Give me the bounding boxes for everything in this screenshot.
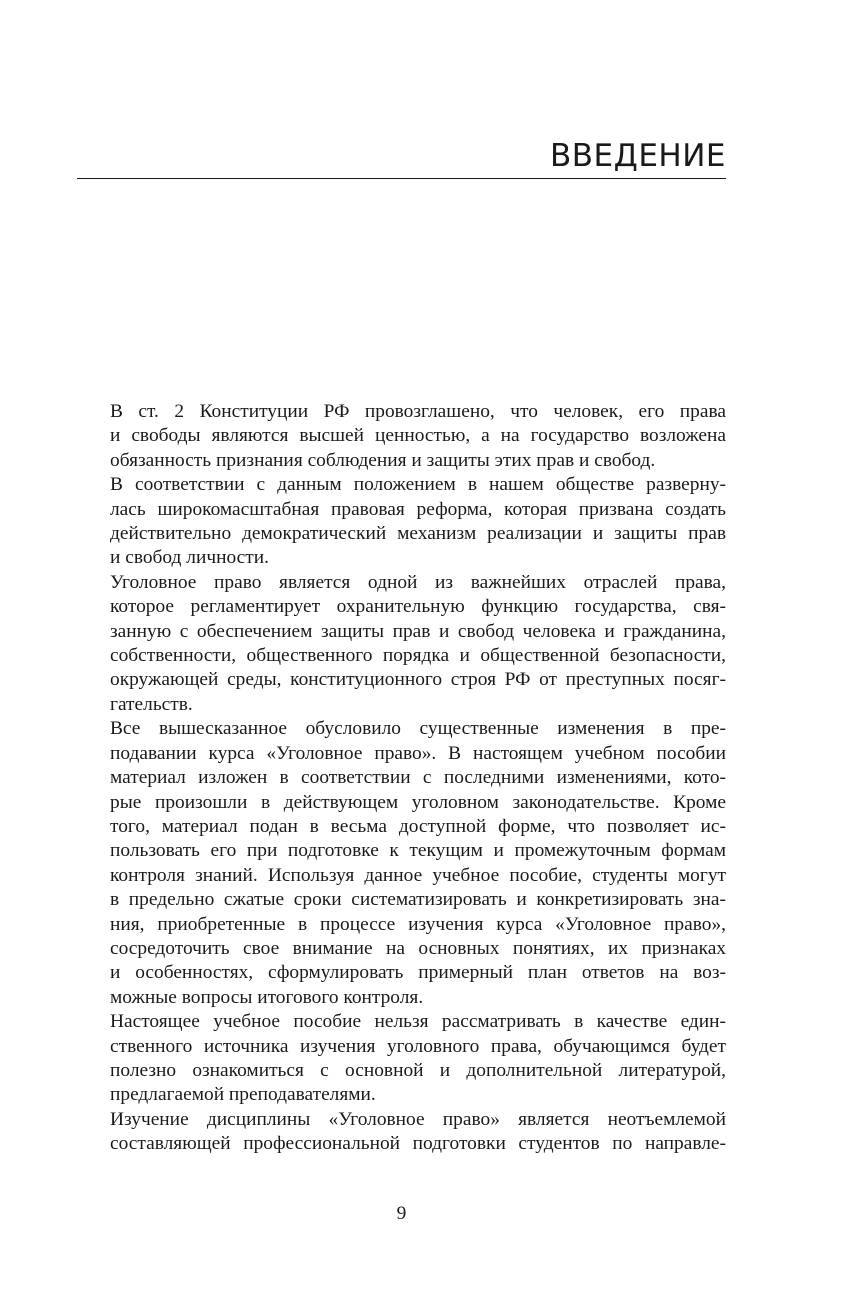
text-line: составляющей профессиональной подготовки студентов по направле- xyxy=(110,1133,726,1155)
text-line: гательств. xyxy=(110,693,193,715)
body-text xyxy=(77,400,726,1157)
text-line: Настоящее учебное пособие нельзя рассматривать в качестве един- xyxy=(110,1011,726,1033)
text-line: сосредоточить свое внимание на основных понятиях, их признаках xyxy=(110,937,726,959)
text-line: полезно ознакомиться с основной и дополнительной литературой, xyxy=(110,1059,726,1081)
paragraph-4 xyxy=(77,717,726,1010)
paragraph-6 xyxy=(77,1108,726,1157)
text-line: лась широкомасштабная правовая реформа, которая призвана создать xyxy=(110,498,726,520)
text-line: в предельно сжатые сроки систематизировать и конкретизировать зна- xyxy=(110,889,726,911)
text-line: подавании курса «Уголовное право». В настоящем учебном пособии xyxy=(110,742,726,764)
text-line: ственного источника изучения уголовного права, обучающимся будет xyxy=(110,1035,726,1057)
text-line: занную с обеспечением защиты прав и свобод человека и гражданина, xyxy=(110,620,726,642)
text-line: обязанность признания соблюдения и защиты этих прав и свобод. xyxy=(110,449,656,471)
text-line: того, материал подан в весьма доступной форме, что позволяет ис- xyxy=(110,815,726,837)
text-line: собственности, общественного порядка и общественной безопасности, xyxy=(110,645,726,667)
paragraph-5 xyxy=(77,1010,726,1108)
page-number: 9 xyxy=(396,1203,407,1224)
paragraph-2 xyxy=(77,473,726,571)
text-line: В соответствии с данным положением в нашем обществе разверну- xyxy=(110,474,726,496)
text-line: которое регламентирует охранительную функцию государства, свя- xyxy=(110,596,726,618)
text-line: Изучение дисциплины «Уголовное право» является неотъемлемой xyxy=(110,1108,726,1130)
paragraph-3 xyxy=(77,571,726,717)
text-line: ния, приобретенные в процессе изучения курса «Уголовное право», xyxy=(110,913,726,935)
text-line: материал изложен в соответствии с последними изменениями, кото- xyxy=(110,767,726,789)
text-line: Все вышесказанное обусловило существенные изменения в пре- xyxy=(110,718,726,740)
text-line: В ст. 2 Конституции РФ провозглашено, что человек, его права xyxy=(110,401,726,422)
text-line: и свобод личности. xyxy=(110,547,269,569)
text-line: рые произошли в действующем уголовном законодательстве. Кроме xyxy=(110,791,726,813)
text-line: можные вопросы итогового контроля. xyxy=(110,986,424,1008)
text-line: действительно демократический механизм реализации и защиты прав xyxy=(110,523,726,545)
title-rule xyxy=(77,178,726,179)
text-line: предлагаемой преподавателями. xyxy=(110,1084,376,1106)
paragraph-1 xyxy=(77,400,726,473)
text-line: пользовать его при подготовке к текущим и промежуточным формам xyxy=(110,840,726,862)
text-line: и свободы являются высшей ценностью, а на государство возложена xyxy=(110,425,726,447)
text-line: Уголовное право является одной из важнейших отраслей права, xyxy=(110,571,726,593)
text-line: окружающей среды, конституционного строя РФ от преступных посяг- xyxy=(110,669,726,691)
text-line: контроля знаний. Используя данное учебное пособие, студенты могут xyxy=(110,864,726,886)
chapter-title: ВВЕДЕНИЕ xyxy=(549,138,726,174)
text-line: и особенностях, сформулировать примерный план ответов на воз- xyxy=(110,962,726,984)
